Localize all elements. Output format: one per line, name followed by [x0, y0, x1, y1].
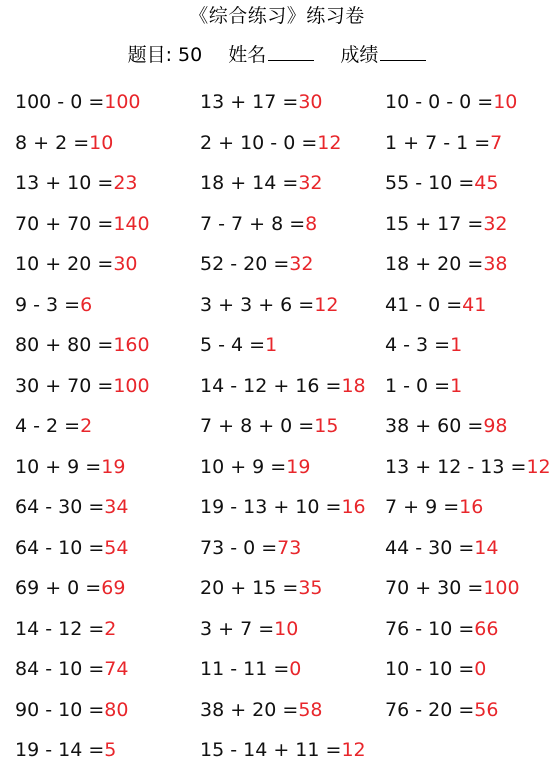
- problem-expression: 18 + 20 =: [385, 253, 484, 275]
- problem-answer: 30: [298, 91, 323, 113]
- problem-expression: 90 - 10 =: [15, 698, 105, 721]
- problem-expression: 69 + 0 =: [15, 577, 102, 599]
- problem-expression: 15 - 14 + 11 =: [200, 739, 342, 761]
- questions-count: 50: [178, 44, 203, 66]
- problem-expression: 4 - 3 =: [385, 334, 451, 356]
- problem-row: [0, 169, 554, 209]
- problem-expression: 64 - 30 =: [15, 496, 105, 518]
- problem-answer: 1: [450, 334, 463, 356]
- problem-item: [15, 534, 128, 574]
- problem-answer: 0: [289, 658, 302, 680]
- problem-expression: 76 - 20 =: [385, 698, 475, 721]
- problem-answer: 34: [104, 496, 129, 518]
- problem-item: [385, 493, 483, 533]
- problem-row: [0, 574, 554, 614]
- problem-answer: 69: [101, 577, 126, 599]
- problem-item: [385, 169, 498, 209]
- problem-answer: 10: [493, 91, 518, 113]
- problem-row: [0, 534, 554, 574]
- problem-row: [0, 331, 554, 371]
- problem-answer: 66: [474, 617, 499, 640]
- problem-expression: 2 + 10 - 0 =: [200, 131, 318, 154]
- name-label: 姓名: [228, 44, 267, 66]
- problem-expression: 13 + 10 =: [15, 172, 114, 194]
- score-label: 成绩: [340, 44, 379, 66]
- problem-expression: 41 - 0 =: [385, 293, 463, 316]
- problem-item: [385, 372, 462, 412]
- problem-expression: 18 + 14 =: [200, 172, 299, 194]
- problem-item: [15, 615, 116, 655]
- name-blank-line[interactable]: [268, 42, 314, 61]
- problem-expression: 3 + 7 =: [200, 617, 275, 640]
- problem-answer: 30: [113, 253, 138, 275]
- problem-item: [385, 210, 508, 250]
- worksheet-info-line: [0, 42, 554, 68]
- problem-expression: 8 + 2 =: [15, 131, 90, 154]
- problem-expression: 30 + 70 =: [15, 374, 114, 397]
- problem-item: [200, 291, 338, 331]
- problem-item: [200, 655, 301, 695]
- problem-answer: 0: [474, 658, 487, 680]
- problem-answer: 56: [474, 698, 499, 721]
- problem-expression: 7 - 7 + 8 =: [200, 212, 306, 235]
- problem-answer: 12: [314, 293, 339, 316]
- problem-item: [15, 574, 125, 614]
- problem-expression: 84 - 10 =: [15, 658, 105, 680]
- problem-row: [0, 129, 554, 169]
- problem-item: [200, 129, 341, 169]
- problem-item: [200, 372, 366, 412]
- problem-expression: 10 - 0 - 0 =: [385, 91, 494, 113]
- problem-item: [200, 210, 317, 250]
- problem-item: [15, 88, 141, 128]
- problem-expression: 52 - 20 =: [200, 253, 290, 275]
- problem-answer: 74: [104, 658, 129, 680]
- problem-answer: 32: [298, 172, 323, 194]
- problem-item: [200, 736, 366, 776]
- problem-item: [15, 412, 92, 452]
- problem-answer: 100: [113, 374, 150, 397]
- score-blank-line[interactable]: [380, 42, 426, 61]
- problem-answer: 1: [450, 374, 463, 397]
- problem-answer: 12: [317, 131, 342, 154]
- problem-expression: 4 - 2 =: [15, 415, 81, 437]
- problem-expression: 73 - 0 =: [200, 536, 278, 559]
- problem-item: [15, 169, 138, 209]
- problem-expression: 7 + 8 + 0 =: [200, 415, 315, 437]
- problem-expression: 19 - 14 =: [15, 739, 105, 761]
- problem-expression: 14 - 12 =: [15, 617, 105, 640]
- problem-item: [15, 493, 128, 533]
- problem-item: [200, 696, 323, 736]
- problem-row: [0, 696, 554, 736]
- problem-item: [200, 88, 323, 128]
- problem-expression: 55 - 10 =: [385, 172, 475, 194]
- problem-row: [0, 88, 554, 128]
- problem-item: [15, 736, 116, 776]
- problem-answer: 8: [305, 212, 318, 235]
- problem-expression: 80 + 80 =: [15, 334, 114, 356]
- problem-expression: 76 - 10 =: [385, 617, 475, 640]
- problem-expression: 10 - 10 =: [385, 658, 475, 680]
- problem-answer: 16: [459, 496, 484, 518]
- problem-answer: 35: [298, 577, 323, 599]
- problem-row: [0, 412, 554, 452]
- problem-answer: 98: [483, 415, 508, 437]
- problem-item: [200, 412, 338, 452]
- problem-expression: 64 - 10 =: [15, 536, 105, 559]
- problem-answer: 2: [80, 415, 93, 437]
- problem-expression: 13 + 17 =: [200, 91, 299, 113]
- problem-row: [0, 493, 554, 533]
- questions-label: 题目:: [127, 44, 172, 66]
- problem-answer: 16: [341, 496, 366, 518]
- problem-expression: 20 + 15 =: [200, 577, 299, 599]
- problem-answer: 54: [104, 536, 129, 559]
- problem-item: [15, 291, 92, 331]
- problem-answer: 18: [341, 374, 366, 397]
- problem-answer: 15: [314, 415, 339, 437]
- problem-answer: 10: [89, 131, 114, 154]
- problem-row: [0, 291, 554, 331]
- problem-answer: 12: [526, 455, 551, 478]
- problem-expression: 1 + 7 - 1 =: [385, 131, 491, 154]
- problem-answer: 1: [265, 334, 278, 356]
- problem-item: [385, 534, 498, 574]
- problem-answer: 80: [104, 698, 129, 721]
- problem-expression: 100 - 0 =: [15, 91, 105, 113]
- problem-answer: 23: [113, 172, 138, 194]
- problem-expression: 44 - 30 =: [385, 536, 475, 559]
- problem-expression: 14 - 12 + 16 =: [200, 374, 342, 397]
- problem-item: [385, 412, 508, 452]
- problem-expression: 38 + 20 =: [200, 698, 299, 721]
- problem-expression: 5 - 4 =: [200, 334, 266, 356]
- problem-item: [200, 615, 298, 655]
- problem-row: [0, 453, 554, 493]
- problem-answer: 19: [286, 455, 311, 478]
- problem-row: [0, 615, 554, 655]
- problem-expression: 15 + 17 =: [385, 212, 484, 235]
- problem-answer: 38: [483, 253, 508, 275]
- problem-item: [385, 291, 486, 331]
- problem-answer: 32: [289, 253, 314, 275]
- problem-item: [200, 250, 313, 290]
- worksheet-title: 《综合练习》练习卷: [189, 5, 365, 27]
- problem-item: [385, 453, 551, 493]
- problem-answer: 14: [474, 536, 499, 559]
- problem-item: [15, 331, 150, 371]
- problem-expression: 11 - 11 =: [200, 658, 290, 680]
- problem-answer: 19: [101, 455, 126, 478]
- problem-expression: 70 + 70 =: [15, 212, 114, 235]
- problem-row: [0, 736, 554, 776]
- problem-answer: 7: [490, 131, 503, 154]
- problem-item: [385, 615, 498, 655]
- problem-item: [200, 534, 301, 574]
- problem-expression: 10 + 20 =: [15, 253, 114, 275]
- problem-item: [200, 453, 310, 493]
- problem-expression: 19 - 13 + 10 =: [200, 496, 342, 518]
- problem-answer: 2: [104, 617, 117, 640]
- problem-row: [0, 372, 554, 412]
- problem-item: [385, 696, 498, 736]
- problem-item: [15, 372, 150, 412]
- problem-answer: 140: [113, 212, 150, 235]
- problem-row: [0, 250, 554, 290]
- problem-answer: 10: [274, 617, 299, 640]
- problem-item: [200, 493, 366, 533]
- problem-row: [0, 655, 554, 695]
- problem-item: [385, 250, 508, 290]
- problem-expression: 9 - 3 =: [15, 293, 81, 316]
- problem-expression: 7 + 9 =: [385, 496, 460, 518]
- problem-grid: [0, 88, 554, 768]
- problem-item: [385, 574, 520, 614]
- problem-answer: 41: [462, 293, 487, 316]
- problem-item: [15, 453, 125, 493]
- problem-item: [15, 250, 138, 290]
- problem-answer: 5: [104, 739, 117, 761]
- problem-expression: 10 + 9 =: [15, 455, 102, 478]
- problem-answer: 160: [113, 334, 150, 356]
- problem-item: [15, 129, 113, 169]
- problem-expression: 70 + 30 =: [385, 577, 484, 599]
- problem-item: [385, 331, 462, 371]
- problem-expression: 10 + 9 =: [200, 455, 287, 478]
- problem-item: [200, 169, 323, 209]
- problem-item: [15, 655, 128, 695]
- problem-expression: 13 + 12 - 13 =: [385, 455, 527, 478]
- problem-item: [385, 88, 517, 128]
- problem-answer: 73: [277, 536, 302, 559]
- problem-answer: 12: [341, 739, 366, 761]
- problem-item: [200, 574, 323, 614]
- problem-row: [0, 210, 554, 250]
- problem-item: [200, 331, 277, 371]
- problem-expression: 3 + 3 + 6 =: [200, 293, 315, 316]
- problem-answer: 32: [483, 212, 508, 235]
- problem-answer: 6: [80, 293, 93, 316]
- problem-item: [385, 655, 486, 695]
- problem-answer: 45: [474, 172, 499, 194]
- problem-item: [15, 210, 150, 250]
- problem-expression: 1 - 0 =: [385, 374, 451, 397]
- problem-item: [15, 696, 128, 736]
- problem-answer: 100: [483, 577, 520, 599]
- problem-item: [385, 129, 502, 169]
- problem-answer: 58: [298, 698, 323, 721]
- problem-answer: 100: [104, 91, 141, 113]
- problem-expression: 38 + 60 =: [385, 415, 484, 437]
